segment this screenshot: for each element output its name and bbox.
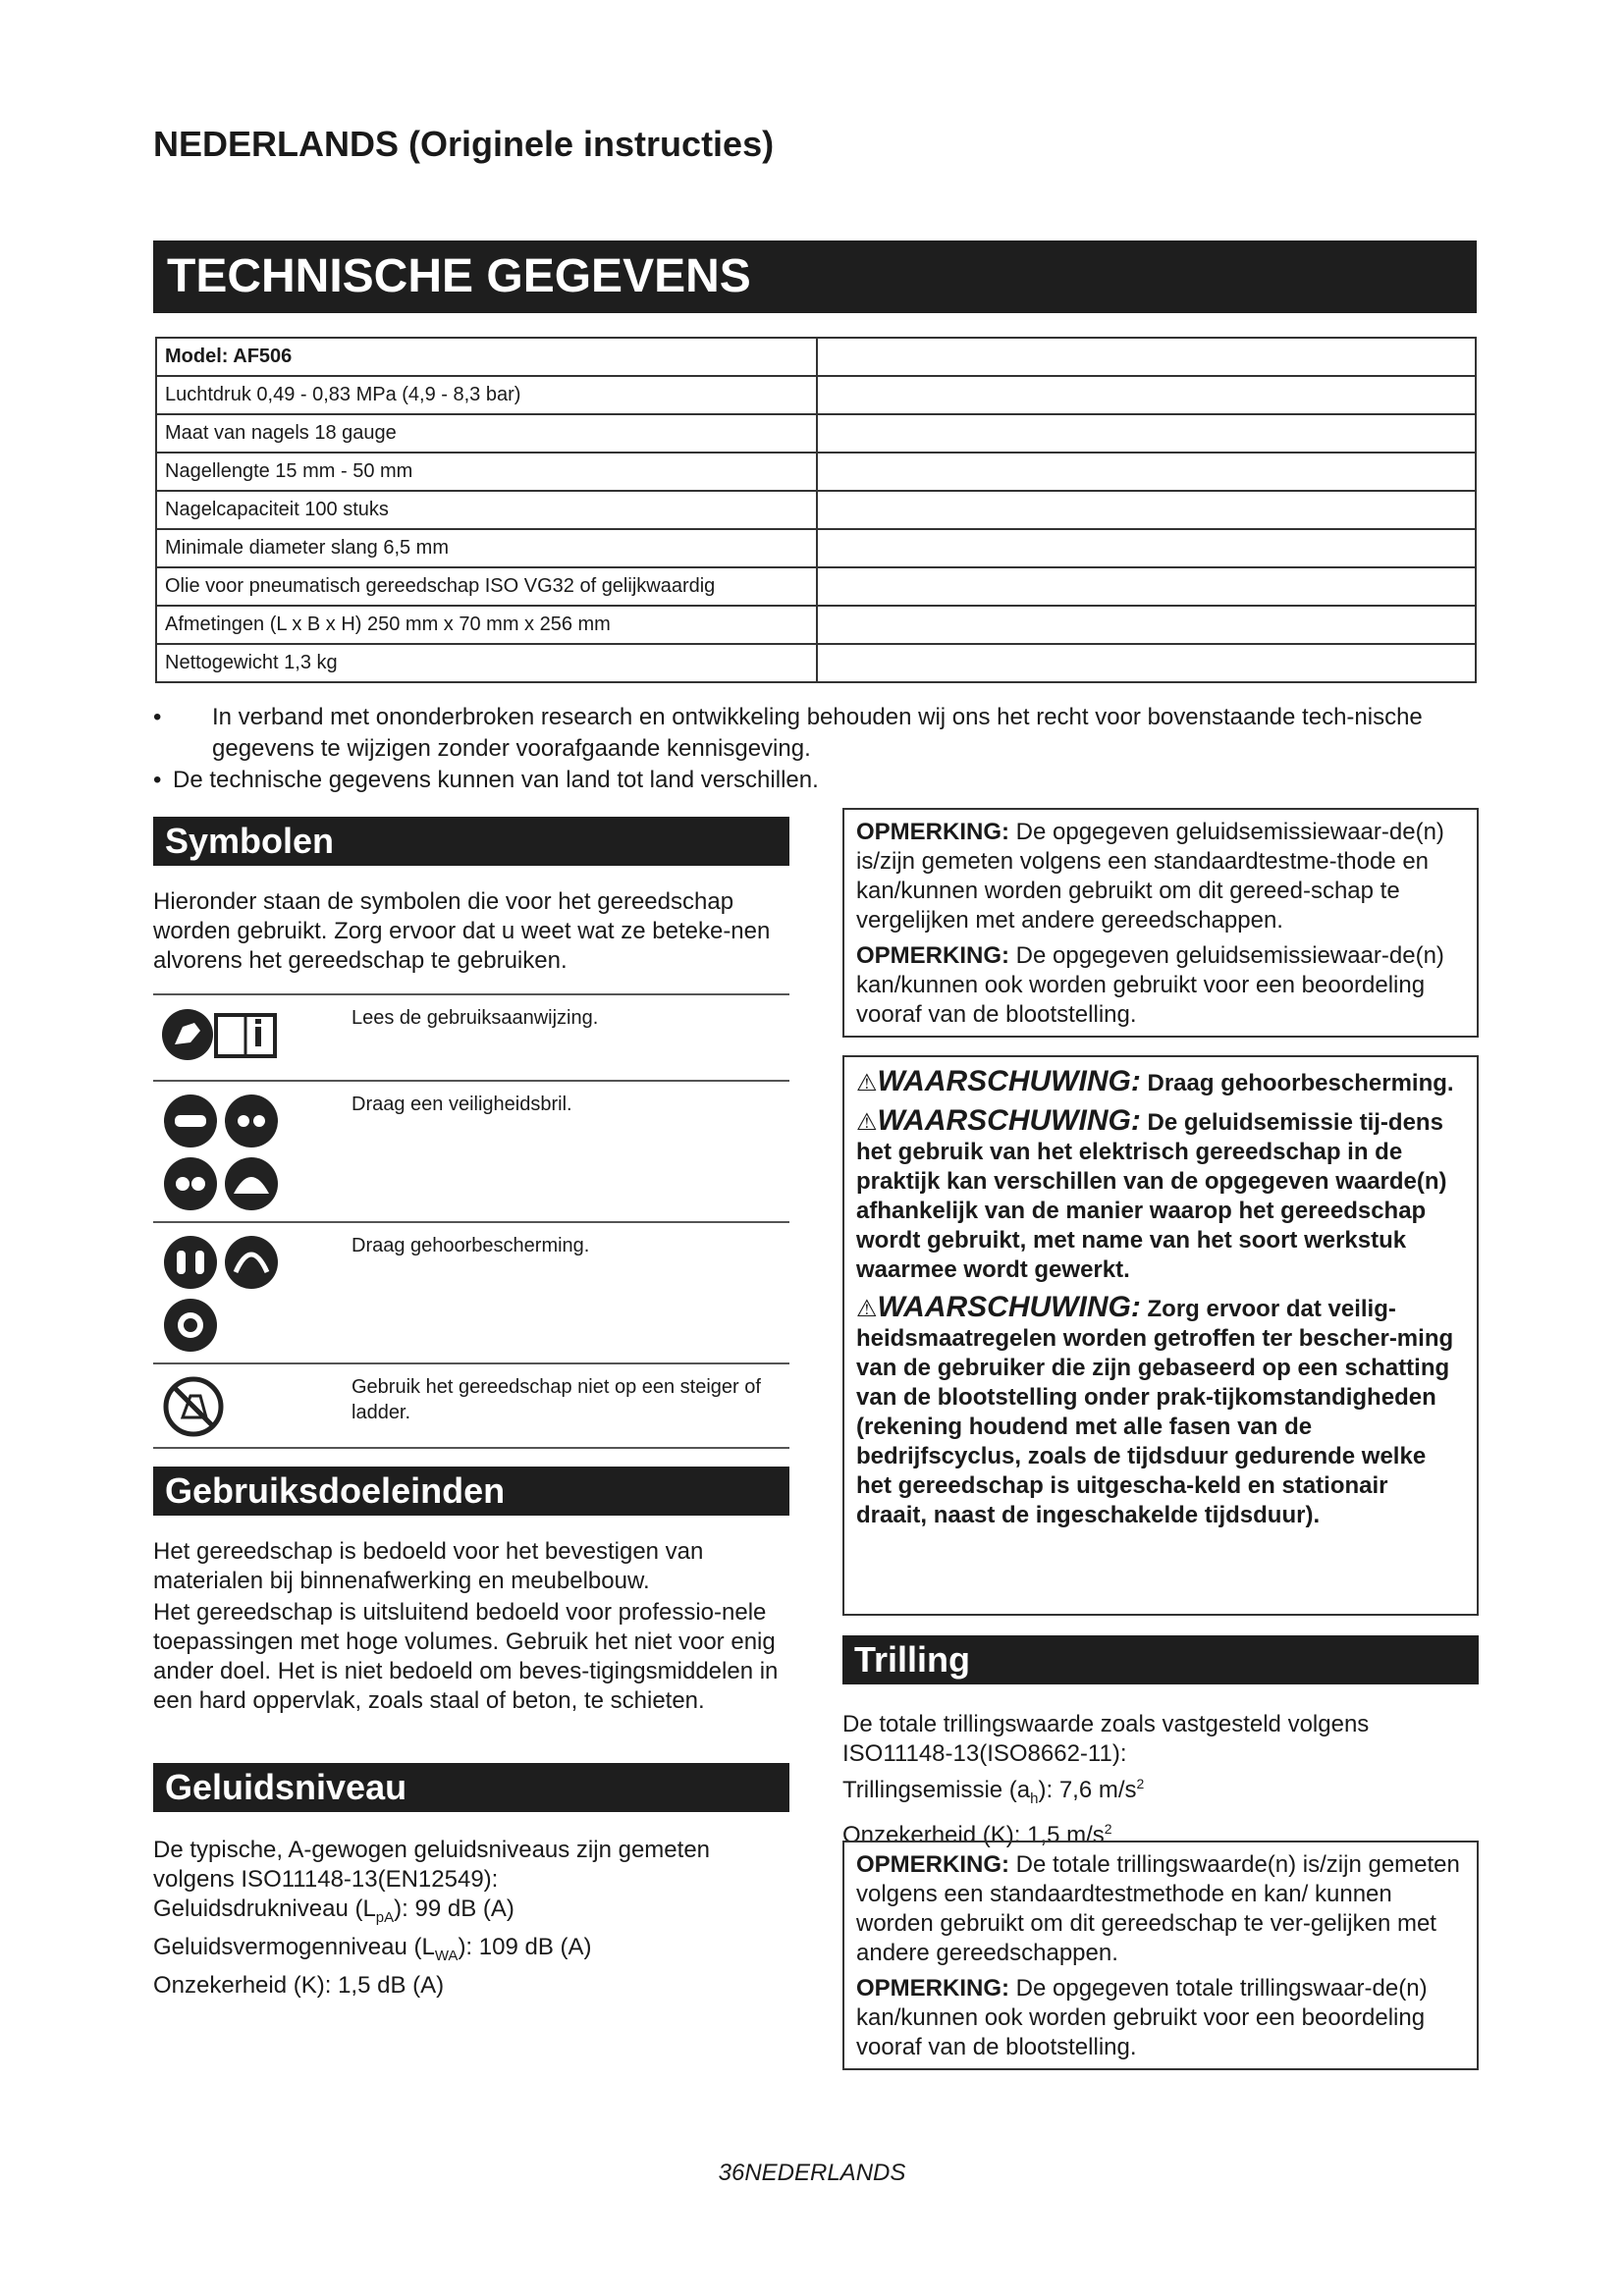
bullet-icon: • bbox=[153, 767, 162, 793]
spec-cell: Nettogewicht 1,3 kg bbox=[156, 644, 817, 682]
symbol-label: Gebruik het gereedschap niet op een steiger of ladder. bbox=[352, 1376, 761, 1423]
spec-cell-empty bbox=[817, 567, 1476, 606]
list-item bbox=[153, 765, 1479, 796]
vibration-uncertainty: Onzekerheid (K): 1,5 $m/s^2$ bbox=[842, 1820, 1112, 1848]
table-row bbox=[156, 606, 1476, 644]
spec-cell: Olie voor pneumatisch gereedschap ISO VG32 of gelijkwaardig bbox=[156, 567, 817, 606]
spec-cell-empty bbox=[817, 338, 1476, 376]
symbol-row bbox=[153, 1221, 789, 1362]
ear-protection-icon bbox=[161, 1233, 289, 1365]
note-paragraph: OPMERKING: De totale trillingswaarde(n) is/zijn gemeten volgens een standaardtestmethode en kan/ kunnen worden gebruikt om dit gereedschap te ver-gelijken met andere gereedschappen. bbox=[856, 1851, 1460, 1966]
list-item bbox=[153, 702, 1479, 765]
spec-cell: Nagelcapaciteit 100 stuks bbox=[156, 491, 817, 529]
section-heading-vibration: Trilling bbox=[842, 1635, 1479, 1684]
spec-cell-empty bbox=[817, 453, 1476, 491]
table-row bbox=[156, 529, 1476, 567]
warning-icon: ⚠ bbox=[856, 1070, 878, 1096]
spec-note-text: De technische gegevens kunnen van land tot land verschillen. bbox=[173, 767, 819, 793]
section-heading-symbols: Symbolen bbox=[153, 817, 789, 866]
intended-use-paragraph-1: Het gereedschap is bedoeld voor het bevestigen van materialen bij binnenafwerking en meubelbouw. bbox=[153, 1538, 704, 1594]
table-row bbox=[156, 376, 1476, 414]
section-heading-intended-use: Gebruiksdoeleinden bbox=[153, 1467, 789, 1516]
table-row bbox=[156, 491, 1476, 529]
table-row bbox=[156, 338, 1476, 376]
noise-intro: De typische, A-gewogen geluidsniveaus zijn gemeten volgens ISO11148-13(EN12549): bbox=[153, 1837, 711, 1893]
symbol-row bbox=[153, 1080, 789, 1221]
vibration-emission: Trillingsemissie $(a_h)$: 7,6 $m/s^2$ bbox=[842, 1776, 1145, 1807]
spec-note-text: In verband met ononderbroken research en ontwikkeling behouden wij ons het recht voor bovenstaande tech-nische gegevens te wijzigen zonder voorafgaande kennisgeving. bbox=[212, 704, 1423, 762]
spec-cell-empty bbox=[817, 529, 1476, 567]
vibration-intro: De totale trillingswaarde zoals vastgesteld volgens ISO11148-13(ISO8662-11): bbox=[842, 1711, 1370, 1767]
page-title: NEDERLANDS (Originele instructies) bbox=[153, 124, 775, 164]
vibration-notes-box bbox=[842, 1841, 1479, 2070]
warning-icon: ⚠ bbox=[856, 1296, 878, 1322]
section-heading-noise: Geluidsniveau bbox=[153, 1763, 789, 1812]
spec-cell: Luchtdruk 0,49 - 0,83 MPa (4,9 - 8,3 bar) bbox=[156, 376, 817, 414]
noise-values bbox=[153, 1836, 789, 2001]
spec-cell: Maat van nagels 18 gauge bbox=[156, 414, 817, 453]
warning-icon: ⚠ bbox=[856, 1109, 878, 1136]
noise-notes-box bbox=[842, 808, 1479, 1038]
bullet-icon: • bbox=[153, 704, 162, 730]
table-row bbox=[156, 453, 1476, 491]
read-manual-icon bbox=[161, 1005, 308, 1069]
safety-glasses-icon bbox=[161, 1092, 289, 1224]
symbols-intro: Hieronder staan de symbolen die voor het gereedschap worden gebruikt. Zorg ervoor dat u weet wat ze beteke-nen alvorens het gereedschap te gebruiken. bbox=[153, 888, 771, 974]
sound-power-level: Geluidsvermogenniveau $(L_{WA})$: 109 dB (A) bbox=[153, 1933, 592, 1964]
table-row bbox=[156, 414, 1476, 453]
page-footer: 36NEDERLANDS bbox=[718, 2160, 906, 2186]
sound-pressure-level: Geluidsdrukniveau $(L_{pA})$: 99 dB (A) bbox=[153, 1896, 514, 1926]
spec-cell-empty bbox=[817, 414, 1476, 453]
note-paragraph: OPMERKING: De opgegeven geluidsemissiewaar-de(n) kan/kunnen ook worden gebruikt voor een beoordeling vooraf van de blootstelling. bbox=[856, 942, 1444, 1028]
spec-cell-empty bbox=[817, 606, 1476, 644]
warning-paragraph: ⚠WAARSCHUWING: De geluidsemissie tij-dens het gebruik van het elektrisch gereedschap in de praktijk kan verschillen van de opgegeven waarde(n) afhankelijk van de manier waarop het gereedschap wordt gebruikt, met name van het soort werkstuk waarmee wordt gewerkt. bbox=[856, 1104, 1447, 1283]
table-row bbox=[156, 567, 1476, 606]
warning-paragraph: ⚠WAARSCHUWING: Zorg ervoor dat veilig-heidsmaatregelen worden getroffen ter bescher-ming van de gebruiker die zijn gebaseerd op een schatting van de blootstelling onder prak-tijkomstandigheden (rekening houdend met alle fasen van de bedrijfscyclus, zoals de tijdsduur gedurende welke het gereedschap is uitgescha-keld en stationair draait, naast de ingeschakelde tijdsduur). bbox=[856, 1291, 1454, 1528]
symbol-label: Lees de gebruiksaanwijzing. bbox=[352, 1007, 599, 1029]
symbols-table bbox=[153, 993, 789, 1449]
note-paragraph: OPMERKING: De opgegeven geluidsemissiewaar-de(n) is/zijn gemeten volgens een standaardtestme-thode en kan/kunnen worden gebruikt om dit gereed-schap te vergelijken met andere gereedschappen. bbox=[856, 819, 1444, 934]
intended-use-paragraph-2: Het gereedschap is uitsluitend bedoeld voor professio-nele toepassingen met hoge volumes. Gebruik het niet voor enig ander doel. Het is niet bedoeld om beves-tigingsmiddelen in een hard oppervlak, zoals staal of beton, te schieten. bbox=[153, 1599, 779, 1714]
spec-cell-empty bbox=[817, 376, 1476, 414]
symbol-label: Draag gehoorbescherming. bbox=[352, 1235, 590, 1256]
symbol-row bbox=[153, 1362, 789, 1449]
section-heading-technical-data: TECHNISCHE GEGEVENS bbox=[153, 240, 1477, 313]
symbol-label: Draag een veiligheidsbril. bbox=[352, 1094, 572, 1115]
vibration-values bbox=[842, 1710, 1479, 1850]
table-row bbox=[156, 644, 1476, 682]
spec-cell: Minimale diameter slang 6,5 mm bbox=[156, 529, 817, 567]
spec-cell-model: Model: AF506 bbox=[156, 338, 817, 376]
spec-cell-empty bbox=[817, 491, 1476, 529]
symbol-row bbox=[153, 993, 789, 1080]
note-paragraph: OPMERKING: De opgegeven totale trillingswaar-de(n) kan/kunnen ook worden gebruikt voor een beoordeling vooraf van de blootstelling. bbox=[856, 1975, 1428, 2060]
spec-cell: Afmetingen (L x B x H) 250 mm x 70 mm x 256 mm bbox=[156, 606, 817, 644]
spec-cell-empty bbox=[817, 644, 1476, 682]
noise-uncertainty: Onzekerheid (K): 1,5 dB (A) bbox=[153, 1971, 445, 1999]
warnings-box bbox=[842, 1055, 1479, 1616]
warning-paragraph: ⚠WAARSCHUWING: Draag gehoorbescherming. bbox=[856, 1065, 1454, 1097]
no-scaffold-icon bbox=[161, 1374, 230, 1448]
spec-cell: Nagellengte 15 mm - 50 mm bbox=[156, 453, 817, 491]
spec-table bbox=[155, 337, 1477, 683]
spec-notes bbox=[153, 702, 1479, 796]
